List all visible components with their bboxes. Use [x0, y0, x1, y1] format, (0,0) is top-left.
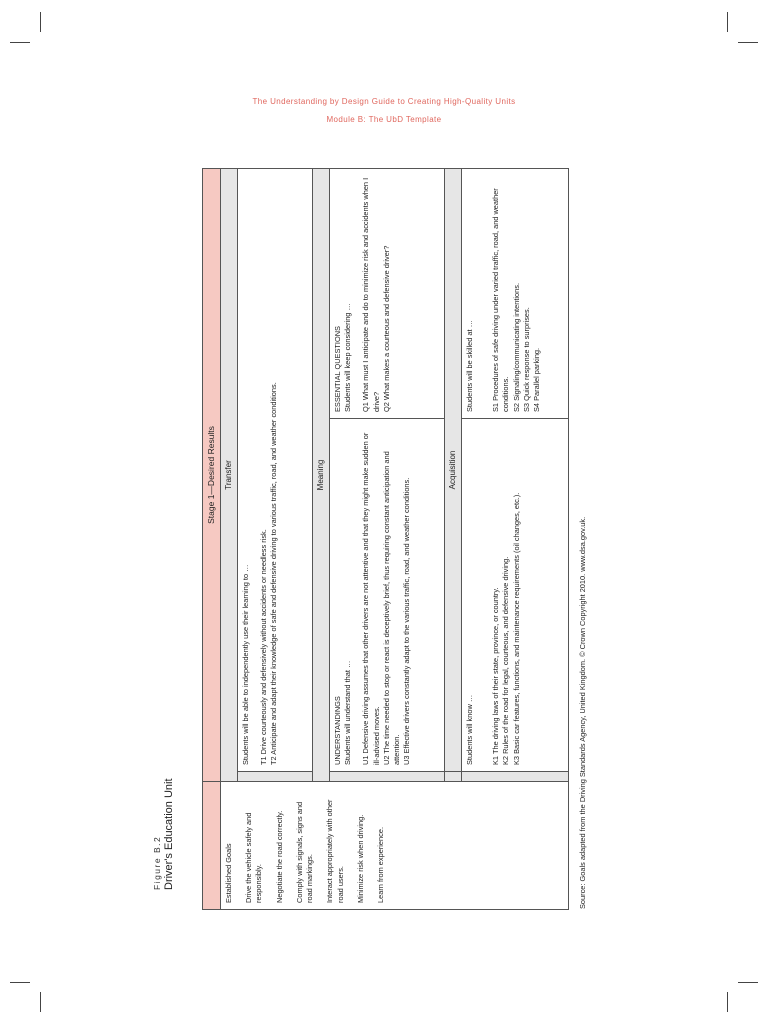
goal-item: Negotiate the road correctly. [274, 810, 284, 903]
crop-mark [40, 992, 41, 1012]
questions-title: ESSENTIAL QUESTIONS [333, 326, 342, 412]
acquisition-gutter [462, 772, 569, 782]
understanding-item: U2 The time needed to stop or react is deceptively brief, thus requiring constant anticipation and attention. [381, 451, 402, 765]
understandings-cell [330, 419, 445, 772]
acquisition-header: Acquisition [445, 168, 462, 771]
meaning-header: Meaning [313, 168, 330, 781]
running-header: The Understanding by Design Guide to Creating High-Quality Units [252, 97, 516, 106]
question-item: Q2 What makes a courteous and defensive driver? [381, 245, 391, 412]
goal-item: Minimize risk when driving. [355, 814, 365, 903]
crop-mark [727, 12, 728, 32]
skill-item: S4 Parallel parking. [532, 347, 542, 412]
goal-item: Interact appropriately with other road users. [325, 799, 345, 903]
acquisition-gutter-top [445, 772, 462, 782]
ubd-template-table [202, 168, 569, 910]
transfer-item: T1 Drive courteously and defensively without accidents or needless risk. [259, 529, 269, 765]
transfer-cell [238, 168, 313, 771]
essential-questions-cell [330, 168, 445, 418]
knowledge-item: K3 Basic car features, functions, and maintenance requirements (oil changes, etc.). [511, 492, 521, 765]
figure-label: Figure B.2 [152, 835, 162, 890]
understandings-title: UNDERSTANDINGS [333, 696, 342, 765]
crop-mark [40, 12, 41, 32]
transfer-gutter [238, 772, 313, 782]
knowledge-cell [462, 419, 569, 772]
knowledge-item: K2 Rules of the road for legal, courteous, and defensive driving. [501, 556, 511, 765]
skill-item: S2 Signaling/communicating intentions. [511, 282, 521, 412]
goals-header: Established Goals [224, 843, 233, 903]
crop-mark [738, 982, 758, 983]
goal-item: Comply with signals, signs and road markings. [294, 801, 315, 903]
crop-mark [10, 982, 30, 983]
transfer-item: T2 Anticipate and adapt their knowledge of safe and defensive driving to various traffic, road, and weather conditions. [269, 382, 279, 765]
crop-mark [738, 42, 758, 43]
understanding-item: U1 Defensive driving assumes that other drivers are not attentive and that they might make sudden or ill-advised moves. [361, 432, 381, 765]
understandings-intro: Students will understand that … [343, 660, 353, 765]
question-item: Q1 What must I anticipate and do to minimize risk and accidents when I drive? [361, 177, 381, 412]
questions-intro: Students will keep considering … [343, 303, 353, 412]
knowledge-item: K1 The driving laws of their state, province, or country. [491, 587, 501, 765]
established-goals [221, 782, 569, 910]
crop-mark [727, 992, 728, 1012]
transfer-intro: Students will be able to independently use their learning to … [241, 564, 250, 765]
source-note: Source: Goals adapted from the Driving Standards Agency, United Kingdom. © Crown Copyright 2010. www.dsa.gov.uk. [578, 516, 587, 909]
stage-header: Stage 1—Desired Results [203, 168, 221, 781]
crop-mark [10, 42, 30, 43]
knowledge-intro: Students will know … [465, 694, 474, 765]
goal-item: Learn from experience. [375, 827, 385, 903]
running-subheader: Module B: The UbD Template [326, 115, 442, 124]
skills-cell [462, 168, 569, 418]
goal-item: Drive the vehicle safely and responsibly. [244, 812, 264, 903]
transfer-header: Transfer [221, 168, 238, 781]
stage-header-spacer [203, 782, 221, 910]
skill-item: S1 Procedures of safe driving under varied traffic, road, and weather conditions. [491, 188, 511, 412]
figure-title: Driver's Education Unit [163, 778, 175, 890]
understanding-item: U3 Effective drivers constantly adapt to the various traffic, road, and weather conditions. [402, 477, 412, 765]
skills-intro: Students will be skilled at … [465, 319, 474, 412]
meaning-gutter [330, 772, 445, 782]
rotated-figure [150, 150, 602, 920]
skill-item: S3 Quick response to surprises. [521, 307, 531, 412]
